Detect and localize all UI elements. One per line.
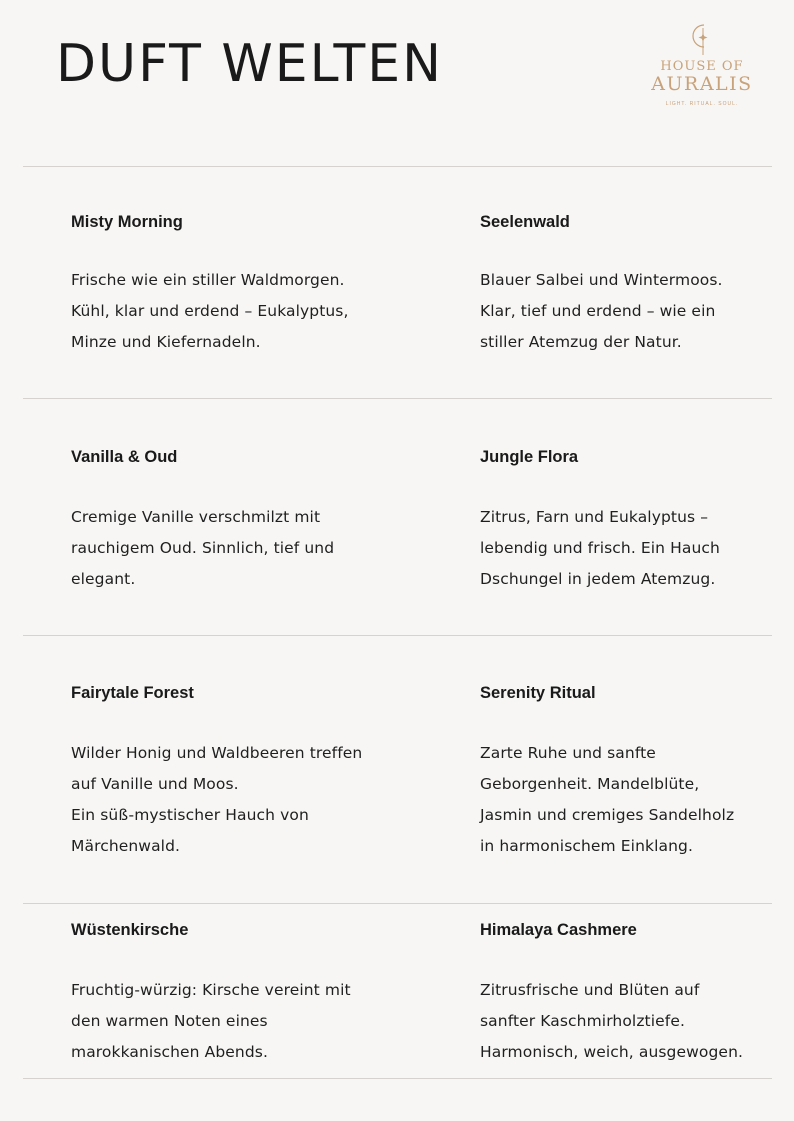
divider: [23, 398, 772, 399]
divider: [23, 903, 772, 904]
page-title: DUFT WELTEN: [56, 34, 443, 94]
scent-description: Zitrusfrische und Blüten auf sanfter Kaschmirholztiefe. Harmonisch, weich, ausgewogen.: [480, 981, 744, 1061]
scent-description: Zarte Ruhe und sanfte Geborgenheit. Mandelblüte, Jasmin und cremiges Sandelholz in harmonischem Einklang.: [480, 744, 735, 855]
scent-card-wuestenkirsche: [71, 920, 371, 1068]
scent-card-vanilla-oud: [71, 447, 371, 595]
scent-description: Fruchtig-würzig: Kirsche vereint mit den warmen Noten eines marokkanischen Abends.: [71, 981, 351, 1061]
moon-star-icon: [687, 22, 717, 56]
brand-logo: [640, 22, 764, 122]
logo-tagline: LIGHT. RITUAL. SOUL.: [665, 101, 739, 108]
scent-name: Seelenwald: [480, 213, 570, 231]
scent-name: Fairytale Forest: [71, 684, 194, 702]
scent-name: Himalaya Cashmere: [480, 921, 637, 939]
divider: [23, 635, 772, 636]
scent-description: Wilder Honig und Waldbeeren treffen auf Vanille und Moos. Ein süß-mystischer Hauch von Märchenwald.: [71, 744, 363, 855]
scent-description: Blauer Salbei und Wintermoos. Klar, tief und erdend – wie ein stiller Atemzug der Natur.: [480, 271, 723, 351]
scent-name: Serenity Ritual: [480, 684, 596, 702]
logo-text-main: AURALIS: [651, 73, 753, 96]
scent-name: Vanilla & Oud: [71, 448, 178, 466]
logo-text-top: HOUSE OF: [660, 59, 744, 74]
scent-description: Frische wie ein stiller Waldmorgen. Kühl, klar und erdend – Eukalyptus, Minze und Kiefernadeln.: [71, 271, 349, 351]
scent-card-jungle-flora: [480, 447, 770, 595]
scent-description: Zitrus, Farn und Eukalyptus – lebendig und frisch. Ein Hauch Dschungel in jedem Atemzug.: [480, 508, 720, 588]
scent-name: Jungle Flora: [480, 448, 579, 466]
scent-card-himalaya-cashmere: [480, 920, 770, 1068]
scent-name: Misty Morning: [71, 213, 183, 231]
scent-card-serenity-ritual: [480, 683, 770, 862]
scent-name: Wüstenkirsche: [71, 921, 189, 939]
scent-description: Cremige Vanille verschmilzt mit rauchigem Oud. Sinnlich, tief und elegant.: [71, 508, 335, 588]
scent-card-fairytale-forest: [71, 683, 371, 862]
scent-card-seelenwald: [480, 212, 770, 358]
divider: [23, 166, 772, 167]
scent-card-misty-morning: [71, 212, 371, 358]
divider: [23, 1078, 772, 1079]
